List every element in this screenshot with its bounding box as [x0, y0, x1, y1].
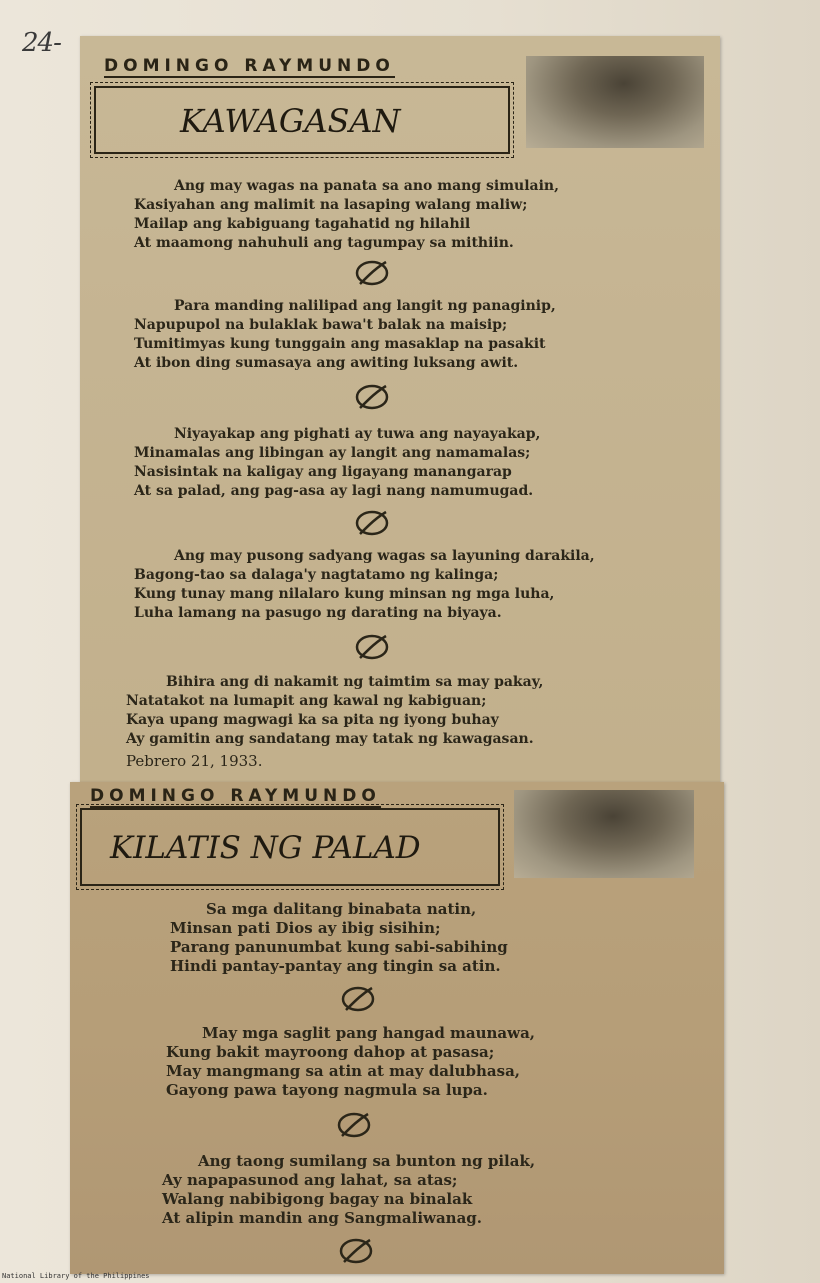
author-byline: DOMINGO RAYMUNDO	[90, 786, 381, 806]
verse-line: Ay napapasunod ang lahat, sa atas;	[162, 1171, 458, 1189]
stanza	[134, 548, 595, 624]
verse-line: Ang taong sumilang sa bunton ng pilak,	[198, 1152, 536, 1170]
verse-line: Gayong pawa tayong nagmula sa lupa.	[166, 1081, 488, 1099]
verse-line: Minamalas ang libingan ay langit ang namamalas;	[134, 445, 531, 461]
verse-line: At alipin mandin ang Sangmaliwanag.	[162, 1209, 483, 1227]
clipping-kawagasan	[80, 36, 720, 788]
stanza	[134, 426, 540, 502]
scroll-ornament-icon	[334, 1108, 378, 1142]
verse-line: Nasisintak na kaligay ang ligayang manangarap	[134, 464, 512, 480]
author-byline: DOMINGO RAYMUNDO	[104, 56, 395, 76]
poem-date: Pebrero 21, 1933.	[126, 752, 263, 770]
verse-line: Minsan pati Dios ay ibig sisihin;	[170, 919, 441, 937]
stanza	[166, 1024, 535, 1100]
verse-line: Bihira ang di nakamit ng taimtim sa may pakay,	[166, 674, 544, 690]
page-number: 24-	[22, 28, 61, 58]
clipping-kilatis-ng-palad	[70, 782, 724, 1274]
verse-line: Mailap ang kabiguang tagahatid ng hilahil	[134, 216, 471, 232]
title-box	[80, 808, 500, 886]
author-portrait	[514, 790, 694, 878]
verse-line: Ang may wagas na panata sa ano mang simulain,	[174, 178, 559, 194]
scroll-ornament-icon	[336, 1234, 380, 1268]
poem-title: KILATIS NG PALAD	[110, 830, 421, 866]
verse-line: Ang may pusong sadyang wagas sa layuning darakila,	[174, 548, 595, 564]
footer-credit: National Library of the Philippines	[2, 1272, 150, 1280]
scroll-ornament-icon	[352, 380, 396, 414]
verse-line: Kung bakit mayroong dahop at pasasa;	[166, 1043, 495, 1061]
title-box	[94, 86, 510, 154]
verse-line: At ibon ding sumasaya ang awiting luksang awit.	[134, 355, 519, 371]
verse-line: May mangmang sa atin at may dalubhasa,	[166, 1062, 521, 1080]
verse-line: Para manding nalilipad ang langit ng panaginip,	[174, 298, 556, 314]
scroll-ornament-icon	[338, 982, 382, 1016]
scroll-ornament-icon	[352, 256, 396, 290]
verse-line: Walang nabibigong bagay na binalak	[162, 1190, 473, 1208]
verse-line: Luha lamang na pasugo ng darating na biyaya.	[134, 605, 502, 621]
stanza	[170, 900, 508, 976]
verse-line: Hindi pantay-pantay ang tingin sa atin.	[170, 957, 501, 975]
verse-line: Bagong-tao sa dalaga'y nagtatamo ng kalinga;	[134, 567, 499, 583]
stanza	[162, 1152, 535, 1228]
verse-line: Tumitimyas kung tunggain ang masaklap na pasakit	[134, 336, 546, 352]
stanza	[134, 178, 559, 254]
verse-line: At maamong nahuhuli ang tagumpay sa mithiin.	[134, 235, 514, 251]
verse-line: Ay gamitin ang sandatang may tatak ng kawagasan.	[126, 731, 534, 747]
verse-line: Natatakot na lumapit ang kawal ng kabiguan;	[126, 693, 487, 709]
scroll-ornament-icon	[352, 630, 396, 664]
verse-line: May mga saglit pang hangad maunawa,	[202, 1024, 536, 1042]
author-portrait	[526, 56, 704, 148]
verse-line: Kasiyahan ang malimit na lasaping walang maliw;	[134, 197, 528, 213]
verse-line: At sa palad, ang pag-asa ay lagi nang namumugad.	[134, 483, 534, 499]
stanza	[126, 674, 543, 750]
verse-line: Kung tunay mang nilalaro kung minsan ng mga luha,	[134, 586, 555, 602]
scroll-ornament-icon	[352, 506, 396, 540]
verse-line: Parang panunumbat kung sabi-sabihing	[170, 938, 508, 956]
poem-title: KAWAGASAN	[180, 102, 401, 140]
verse-line: Sa mga dalitang binabata natin,	[206, 900, 477, 918]
verse-line: Napupupol na bulaklak bawa't balak na maisip;	[134, 317, 508, 333]
verse-line: Niyayakap ang pighati ay tuwa ang nayayakap,	[174, 426, 541, 442]
verse-line: Kaya upang magwagi ka sa pita ng iyong buhay	[126, 712, 499, 728]
stanza	[134, 298, 556, 374]
